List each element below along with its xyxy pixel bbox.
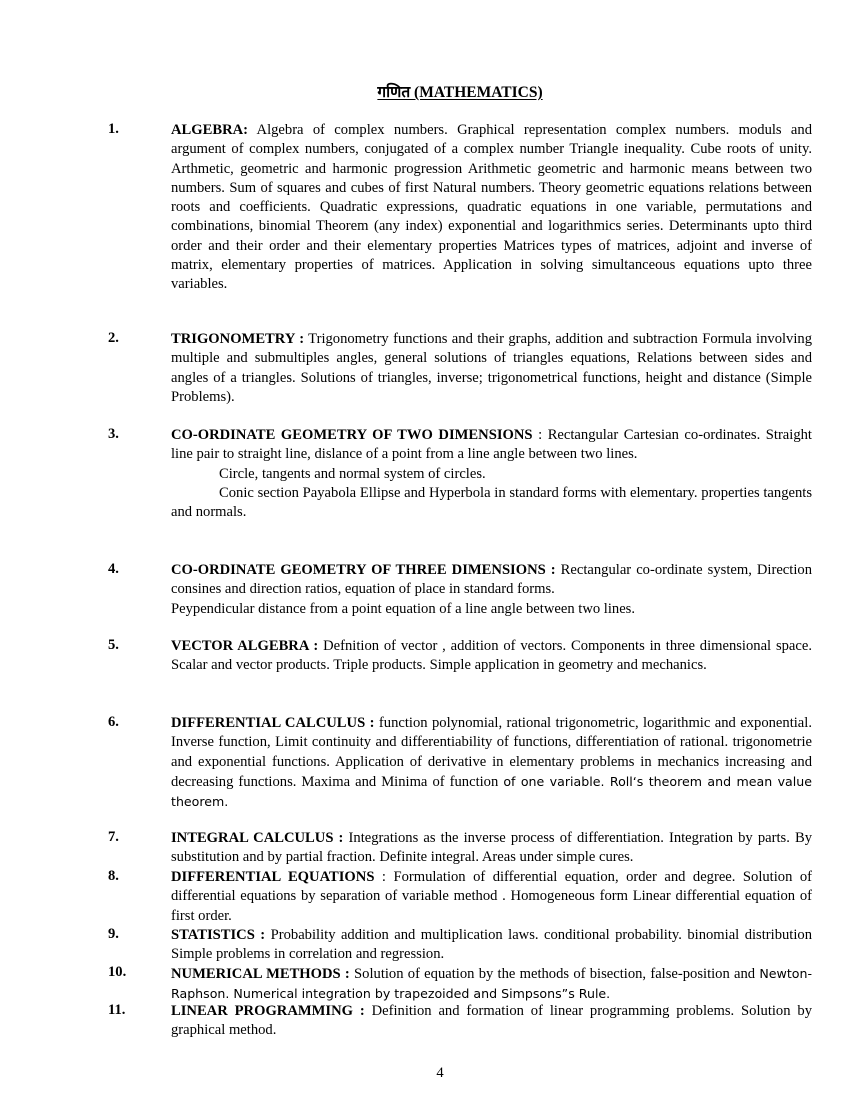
topic-number: 2. — [108, 330, 119, 346]
topic-number: 4. — [108, 561, 119, 577]
topic-heading: TRIGONOMETRY : — [171, 331, 305, 347]
topic-content — [171, 637, 812, 676]
topic-number: 10. — [108, 964, 127, 980]
topic-text: : Formulation of differential equation, order and degree. Solution of differential equations by separation of variable method . Homogeneous form Linear differential equation of first order. — [171, 869, 812, 924]
topic-number: 6. — [108, 714, 119, 730]
topic-text: Probability addition and multiplication laws. conditional probability. binomial distribution Simple problems in correlation and regression. — [171, 927, 812, 963]
topic-text: : Rectangular Cartesian co-ordinates. Straight line pair to straight line, dislance of a point from a line angle between two lines. — [171, 427, 812, 463]
topic-heading: LINEAR PROGRAMMING : — [171, 1003, 365, 1019]
page-number: 4 — [436, 1065, 444, 1081]
topic-heading: DIFFERENTIAL EQUATIONS — [171, 869, 375, 885]
topic-heading: NUMERICAL METHODS : — [171, 966, 350, 982]
topic-number: 3. — [108, 426, 119, 442]
topic-subline: Circle, tangents and normal system of circles. — [219, 465, 486, 482]
topic-content — [171, 926, 812, 965]
topic-content — [171, 868, 812, 926]
topic-heading: ALGEBRA: — [171, 122, 249, 138]
topic-content — [171, 561, 812, 619]
topic-content — [171, 964, 812, 1005]
topic-number: 5. — [108, 637, 119, 653]
topic-content — [171, 829, 812, 868]
topic-text: Algebra of complex numbers. Graphical representation complex numbers. moduls and argument of complex numbers, conjugated of a complex number Triangle inequality. Cube roots of unity. Arthmetic, geometric and harmonic progression Arithmetic geometric and harmonic means between two numbers. Sum of squares and cubes of first Natural numbers. Theory geometric equations relations between roots and coefficients. Quadratic expressions, quadratic equations in one variable, permutations and combinations, binomial Theorem (any index) exponential and logarithmics series. Determinants upto third order and their order and their elementary properties Matrices types of matrices, adjoint and inverse of matrix, elementary properties of matrices. Application in solving simultanceous equations upto three variables. — [171, 122, 812, 293]
topic-number: 9. — [108, 926, 119, 942]
topic-heading: INTEGRAL CALCULUS : — [171, 830, 344, 846]
topic-number: 11. — [108, 1002, 126, 1018]
topic-heading: STATISTICS : — [171, 927, 266, 943]
topic-text: Trigonometry functions and their graphs, addition and subtraction Formula involving multiple and submultiples angles, general solutions of triangles equations, Relations between sides and angles of a triangles. Solutions of triangles, inverse; trigonometrical functions, height and distance (Simple Problems). — [171, 331, 812, 405]
topic-text: Integrations as the inverse process of differentiation. Integration by parts. By substitution and by partial fraction. Definite integral. Areas under simple cures. — [171, 830, 812, 866]
topic-content — [171, 426, 812, 522]
topic-heading: VECTOR ALGEBRA : — [171, 638, 319, 654]
topic-heading: CO-ORDINATE GEOMETRY OF THREE DIMENSIONS : — [171, 562, 556, 578]
topic-text: function polynomial, rational trigonometric, logarithmic and exponential. Inverse function, Limit continuity and differentiability of functions, differentiation of rational. trigonometrie and exponential functions. Application of derivative in elementary problems in mechanics increasing and decreasing functions. Maxima and Minima of function — [171, 715, 812, 790]
topic-heading: CO-ORDINATE GEOMETRY OF TWO DIMENSIONS — [171, 427, 533, 443]
topic-text: Definition and formation of linear programming problems. Solution by graphical method. — [171, 1003, 812, 1039]
topic-content — [171, 714, 812, 812]
topic-text-tail: of one variable. Roll‘s theorem and mean value theorem. — [171, 773, 812, 810]
topic-subline: Conic section Payabola Ellipse and Hyperbola in standard forms with elementary. properties tangents and normals. — [171, 484, 812, 521]
topic-number: 7. — [108, 829, 119, 845]
topic-subline: Peypendicular distance from a point equation of a line angle between two lines. — [171, 600, 636, 617]
topic-number: 8. — [108, 868, 119, 884]
topic-text: Defnition of vector , addition of vectors. Components in three dimensional space. Scalar and vector products. Triple products. Simple application in geometry and mechanics. — [171, 638, 813, 674]
topic-content — [171, 330, 812, 407]
page-title: गणित (MATHEMATICS) — [377, 84, 543, 101]
topic-heading: DIFFERENTIAL CALCULUS : — [171, 715, 375, 731]
topic-text-tail: Newton-Raphson. Numerical integration by trapezoided and Simpsons”s Rule. — [171, 966, 813, 1002]
topic-content — [171, 121, 812, 295]
topic-content — [171, 1002, 812, 1041]
topic-text: Rectangular co-ordinate system, Direction consines and direction ratios, equation of place in standard forms. — [171, 562, 812, 598]
topic-text: Solution of equation by the methods of bisection, false-position and — [349, 966, 760, 982]
topic-number: 1. — [108, 121, 119, 137]
